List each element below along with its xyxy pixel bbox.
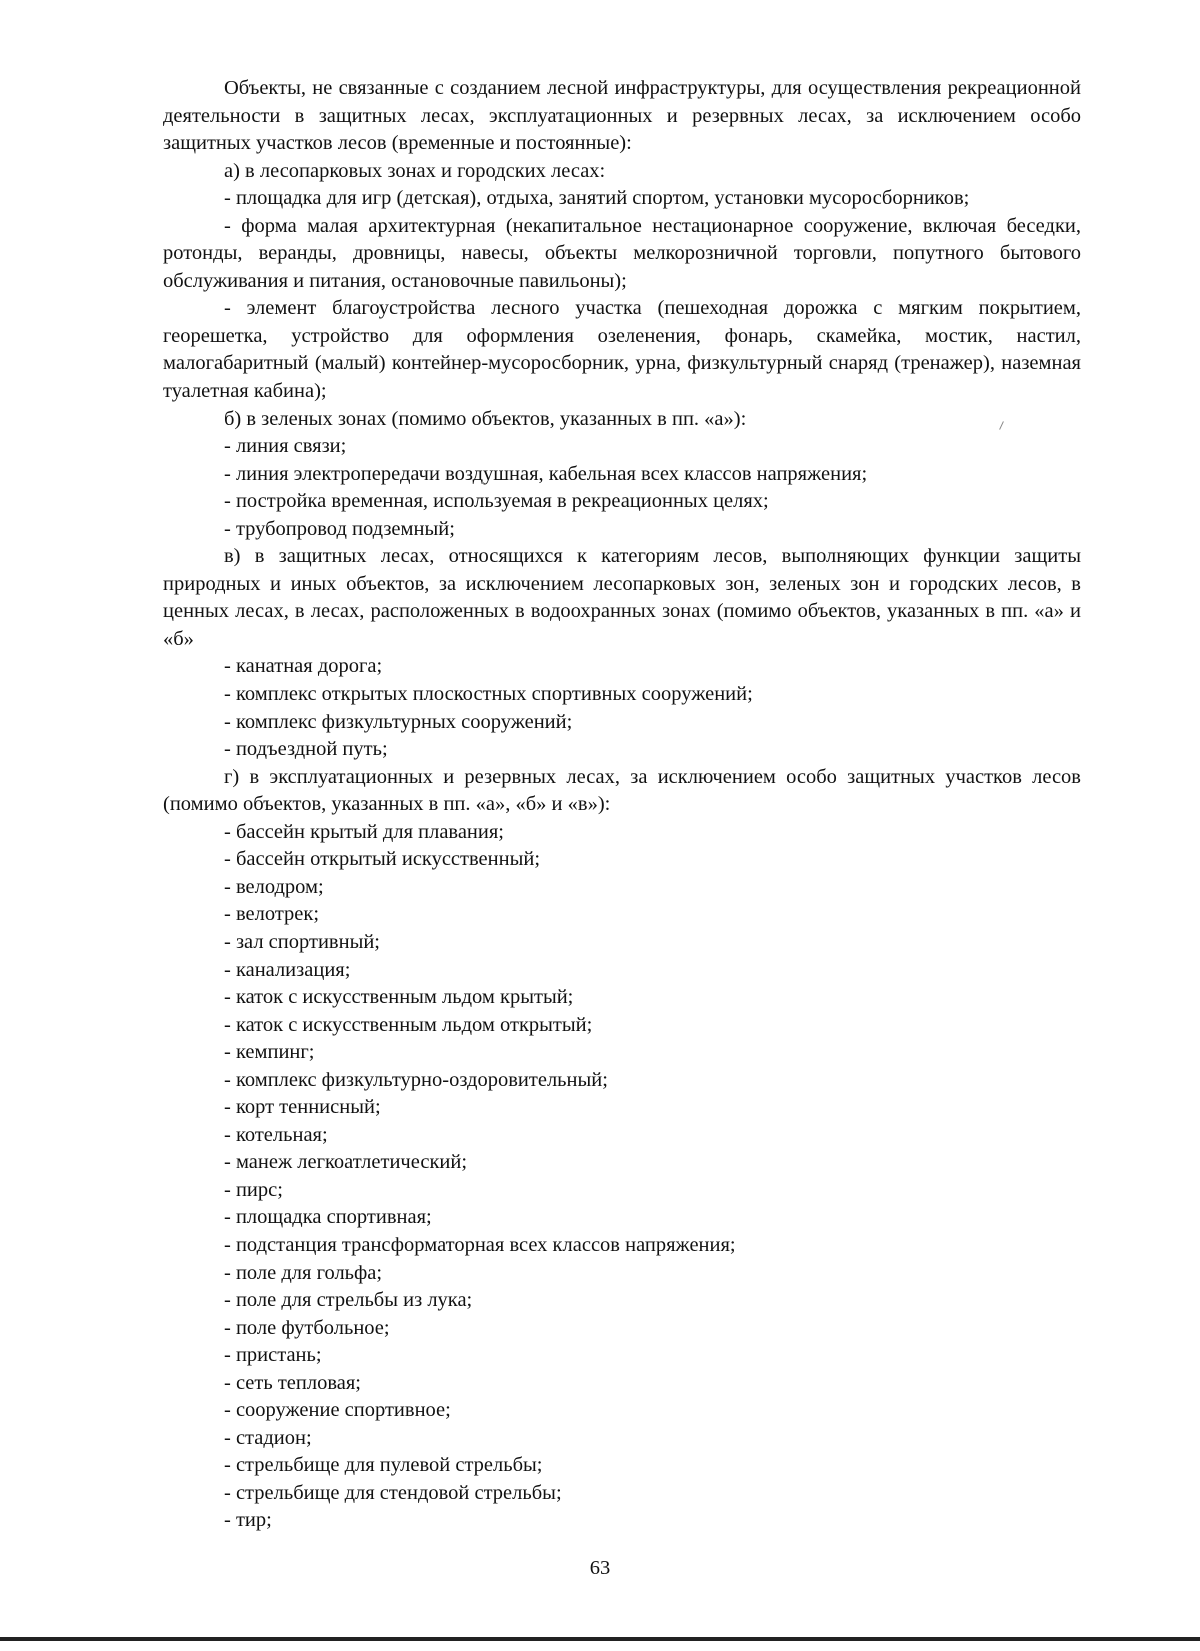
section-g-item: - стрельбище для стендовой стрельбы;	[224, 1481, 562, 1504]
section-g-item: - бассейн открытый искусственный;	[224, 848, 541, 871]
section-g-item: - бассейн крытый для плавания;	[224, 820, 504, 843]
section-g-item: - стадион;	[224, 1426, 312, 1449]
section-g-item: - поле для стрельбы из лука;	[224, 1289, 473, 1312]
section-g-item: - поле футбольное;	[224, 1316, 390, 1339]
section-g-item: - каток с искусственным льдом открытый;	[224, 1013, 593, 1036]
section-g-item: - тир;	[224, 1509, 272, 1532]
intro-paragraph: Объекты, не связанные с созданием лесной инфраструктуры, для осуществления рекреационной деятельности в защитных лесах, эксплуатационных и резервных лесах, за исключением особо защитных участков лесов (временные и постоянные):	[163, 77, 1081, 155]
section-g-item: - зал спортивный;	[224, 930, 381, 953]
section-g-item: - поле для гольфа;	[224, 1261, 383, 1284]
section-g-item: - пристань;	[224, 1344, 322, 1367]
section-a-item: - площадка для игр (детская), отдыха, занятий спортом, установки мусоросборников;	[224, 187, 970, 210]
section-v-item: - подъездной путь;	[224, 738, 388, 761]
section-a-item: - элемент благоустройства лесного участка (пешеходная дорожка с мягким покрытием, георешетка, устройство для оформления озеленения, фонарь, скамейка, мостик, настил, малогабаритный (малый) контейнер-мусоросборник, урна, физкультурный снаряд (тренажер), наземная туалетная кабина);	[163, 297, 1081, 403]
section-g-item: - площадка спортивная;	[224, 1206, 432, 1229]
section-v-item: - комплекс физкультурных сооружений;	[224, 710, 573, 733]
section-g-item: - подстанция трансформаторная всех классов напряжения;	[224, 1233, 736, 1256]
section-g-item: - пирс;	[224, 1178, 283, 1201]
section-b-item: - линия связи;	[224, 435, 347, 458]
section-g-item: - каток с искусственным льдом крытый;	[224, 986, 574, 1009]
section-b-item: - линия электропередачи воздушная, кабельная всех классов напряжения;	[224, 462, 868, 485]
section-b-item: - трубопровод подземный;	[224, 517, 455, 540]
section-g-item: - кемпинг;	[224, 1041, 315, 1064]
document-body	[163, 75, 1081, 1535]
section-g-item: - котельная;	[224, 1123, 328, 1146]
section-g-item: - стрельбище для пулевой стрельбы;	[224, 1454, 543, 1477]
section-g-item: - сеть тепловая;	[224, 1371, 361, 1394]
section-b-heading: б) в зеленых зонах (помимо объектов, указанных в пп. «а»):	[224, 407, 747, 430]
section-v-item: - канатная дорога;	[224, 655, 383, 678]
section-g-item: - канализация;	[224, 958, 351, 981]
section-g-item: - манеж легкоатлетический;	[224, 1151, 468, 1174]
section-a-item: - форма малая архитектурная (некапитальное нестационарное сооружение, включая беседки, ротонды, веранды, дровницы, навесы, объекты мелкорозничной торговли, попутного бытового обслуживания и питания, остановочные павильоны);	[163, 214, 1081, 292]
section-a-heading: а) в лесопарковых зонах и городских лесах:	[224, 159, 606, 182]
section-g-heading: г) в эксплуатационных и резервных лесах, за исключением особо защитных участков лесов (помимо объектов, указанных в пп. «а», «б» и «в»):	[163, 765, 1081, 816]
section-b-item: - постройка временная, используемая в рекреационных целях;	[224, 490, 769, 513]
section-g-item: - велодром;	[224, 875, 324, 898]
section-g-item: - велотрек;	[224, 903, 320, 926]
page-bottom-border	[0, 1637, 1200, 1641]
section-g-item: - корт теннисный;	[224, 1096, 381, 1119]
page-number: 63	[589, 1557, 611, 1579]
section-g-item: - комплекс физкультурно-оздоровительный;	[224, 1068, 608, 1091]
section-v-item: - комплекс открытых плоскостных спортивных сооружений;	[224, 683, 753, 706]
section-v-heading: в) в защитных лесах, относящихся к категориям лесов, выполняющих функции защиты природных и иных объектов, за исключением лесопарковых зон, зеленых зон и городских лесов, в ценных лесах, в лесах, расположенных в водоохранных зонах (помимо объектов, указанных в пп. «а» и «б»	[163, 545, 1081, 650]
section-g-item: - сооружение спортивное;	[224, 1399, 451, 1422]
